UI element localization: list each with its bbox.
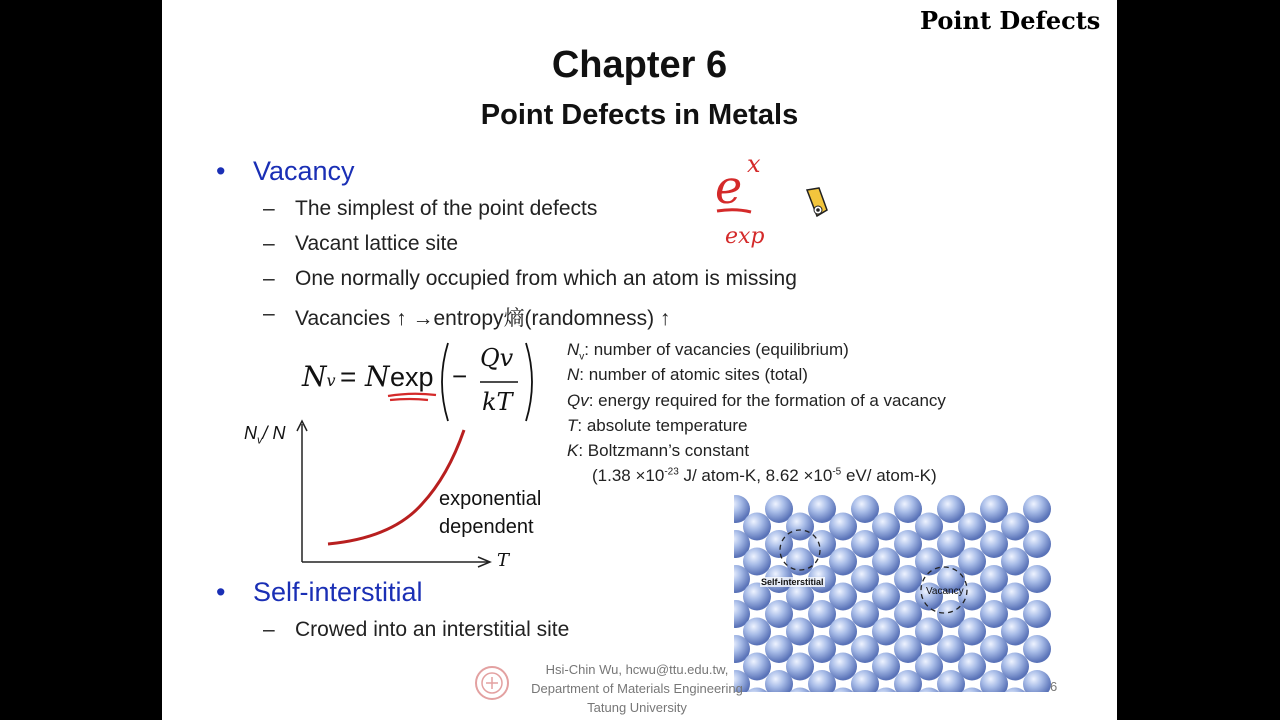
atom [1023, 565, 1051, 593]
label-vacancy: Vacancy [926, 586, 964, 597]
definition-t: T: absolute temperature [567, 416, 748, 435]
equation-minus: − [452, 361, 468, 391]
bullet-point: • [216, 156, 226, 186]
atom [1023, 635, 1051, 663]
red-underline-exp [384, 390, 440, 404]
lattice-illustration [734, 492, 1052, 692]
equation-denominator: kT [482, 388, 513, 416]
footer-line-1: Hsi-Chin Wu, hcwu@ttu.edu.tw, [545, 662, 729, 677]
corner-title: Point Defects [920, 6, 1101, 35]
slide-title: Chapter 6 [551, 44, 728, 86]
bullet-point: • [216, 577, 226, 607]
page-number: 6 [1050, 679, 1058, 694]
graph-annotation-1: exponential [439, 488, 542, 510]
dash-marker: – [263, 232, 275, 255]
definition-n: N: number of atomic sites (total) [567, 365, 808, 384]
bullet-self-interstitial: Self-interstitial [253, 577, 423, 607]
footer-line-2: Department of Materials Engineering [531, 681, 743, 696]
pen-cursor-icon [801, 186, 831, 220]
definition-k: K: Boltzmann’s constant [567, 441, 750, 460]
atom [1023, 530, 1051, 558]
graph-x-label: T [497, 550, 510, 571]
footer-line-3: Tatung University [587, 700, 687, 715]
equation-equals: = [340, 361, 357, 392]
dash-marker: – [263, 618, 275, 641]
sub-bullet-1: The simplest of the point defects [295, 197, 598, 220]
university-logo [474, 665, 510, 701]
equation-exp: exp [390, 362, 434, 392]
handwritten-e: e [715, 160, 743, 214]
label-self-interstitial: Self-interstitial [761, 577, 824, 587]
dash-marker: – [263, 302, 275, 325]
handwritten-x: x [747, 150, 761, 178]
sub-bullet-3: One normally occupied from which an atom is missing [295, 267, 797, 290]
equation-N: N [365, 360, 390, 393]
atom [1023, 600, 1051, 628]
slide-subtitle: Point Defects in Metals [480, 99, 799, 131]
handwritten-underline [715, 206, 755, 216]
graph-annotation-2: dependent [439, 516, 534, 538]
dash-marker: – [263, 267, 275, 290]
dash-marker: – [263, 197, 275, 220]
handwritten-exp: exp [725, 224, 765, 249]
bullet-vacancy: Vacancy [253, 156, 355, 186]
equation-lhs: Nv [302, 360, 336, 393]
sub-bullet-2: Vacant lattice site [295, 232, 459, 255]
sub-bullet-4: Vacancies ↑ →entropy熵(randomness) ↑ [295, 307, 671, 330]
slide [162, 0, 1117, 720]
definition-nv: $N_v$: number of vacancies (equilibrium) [567, 340, 849, 363]
boltzmann-values: ($1.38 \times 10^{-23}$ J/ atom-K, $8.62 \times 10^{-5}$ eV/ atom-K) [592, 466, 937, 485]
equation-numerator: Qv [480, 344, 514, 372]
sub-bullet-interstitial: Crowed into an interstitial site [295, 618, 570, 641]
definition-qv: Qv: energy required for the formation of a vacancy [567, 391, 946, 410]
atom [1023, 495, 1051, 523]
graph-y-label: $N_v/$ N [244, 423, 286, 447]
